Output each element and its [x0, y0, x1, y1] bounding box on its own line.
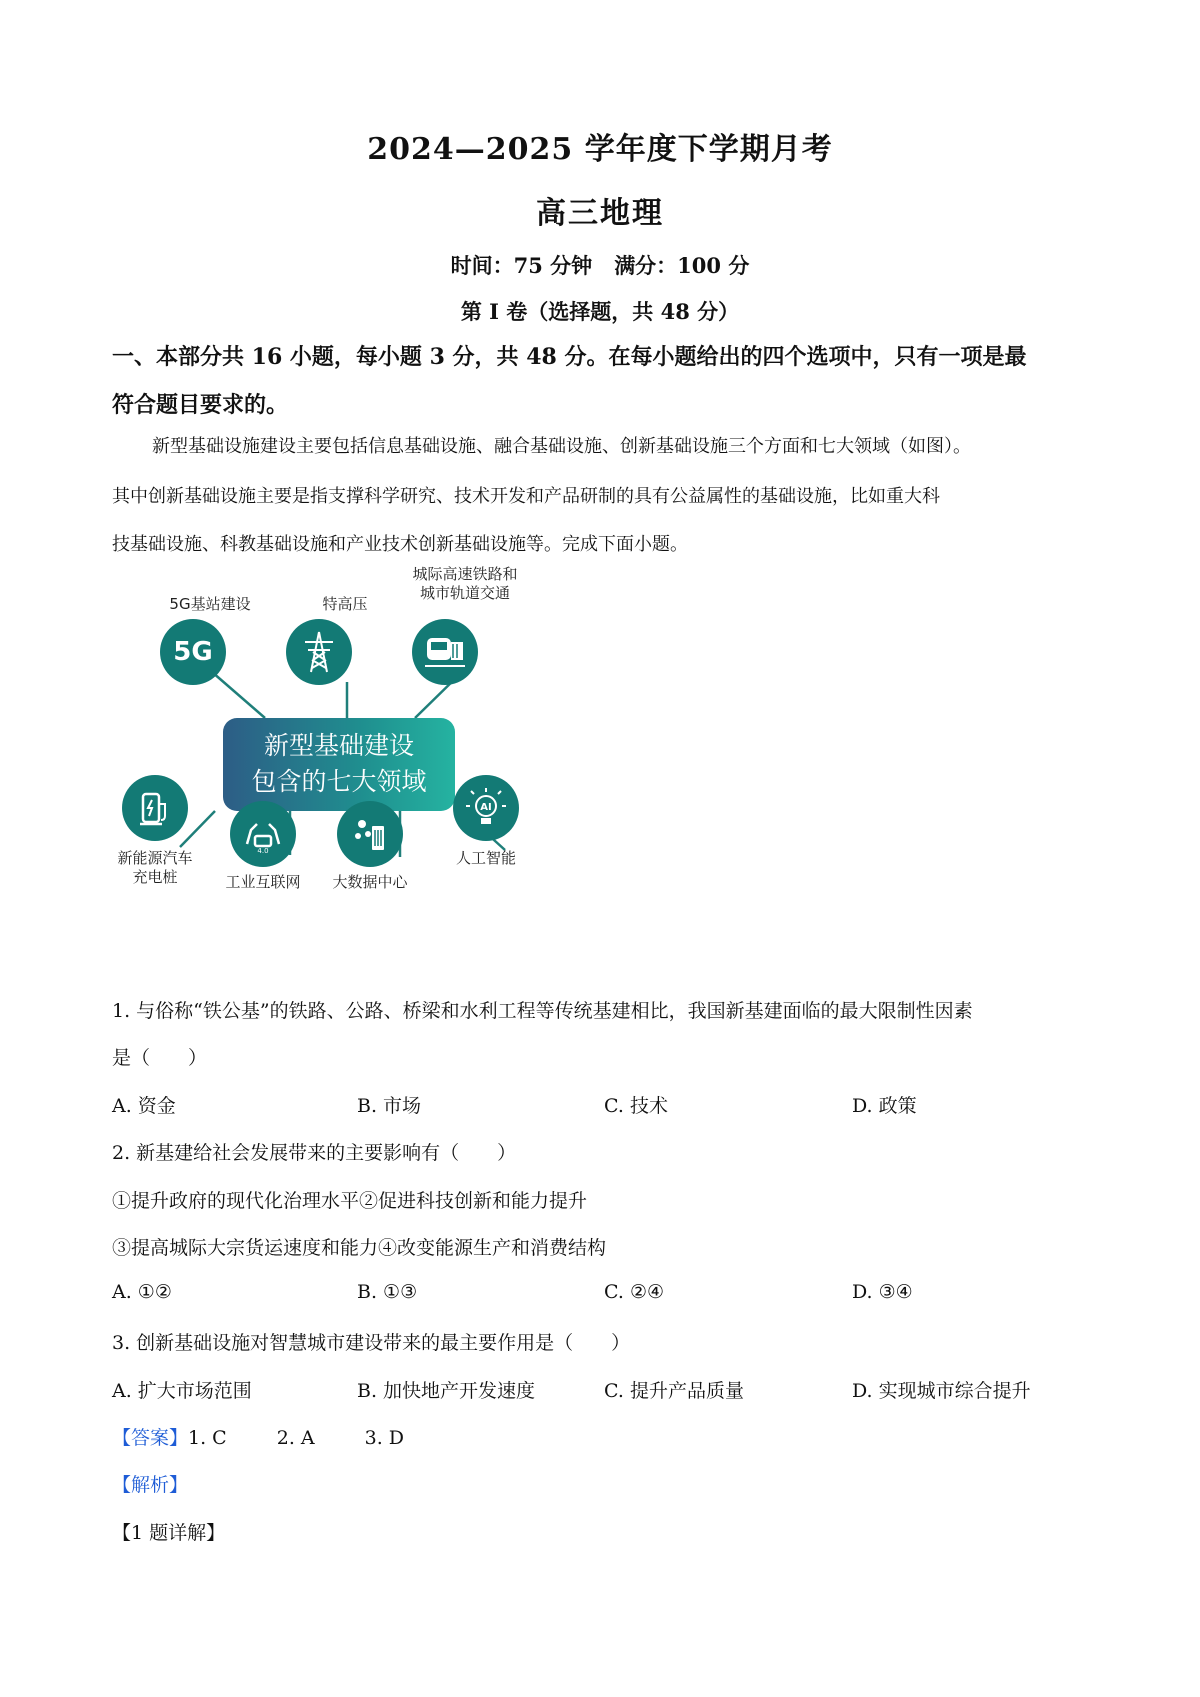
node-rail-label [390, 565, 540, 603]
q2-stem: 2. 新基建给社会发展带来的主要影响有（ ） [112, 1142, 517, 1164]
q2-option-a: A. ①② [112, 1281, 172, 1303]
q2-option-c: C. ②④ [604, 1281, 665, 1303]
answer-2: 2. A [276, 1427, 315, 1449]
node-iiot-label: 工业互联网 [225, 873, 301, 891]
passage-line2: 其中创新基础设施主要是指支撑科学研究、技术开发和产品研制的具有公益属性的基础设施，比如重大科 [112, 486, 940, 507]
q1-option-b: B. 市场 [357, 1095, 422, 1117]
data-center-icon [337, 801, 403, 867]
node-rail-label-line1: 城际高速铁路和 [412, 565, 518, 583]
analysis-label: 【解析】 [112, 1474, 189, 1496]
node-ai-label: 人工智能 [455, 849, 516, 867]
node-bigdata-label: 大数据中心 [332, 873, 408, 891]
infrastructure-diagram [100, 565, 570, 975]
exam-title: 2024—2025 学年度下学期月考 [367, 132, 833, 167]
train-icon [412, 619, 478, 685]
q2-option-b: B. ①③ [357, 1281, 418, 1303]
node-rail-label-line2: 城市轨道交通 [419, 584, 510, 602]
ev-charger-icon [122, 775, 188, 841]
node-uhv-label: 特高压 [322, 595, 368, 613]
q1-option-c: C. 技术 [604, 1095, 668, 1117]
transmission-tower-icon [286, 619, 352, 685]
q1-option-a: A. 资金 [112, 1095, 176, 1117]
center-box-line1: 新型基础建设 [263, 731, 414, 760]
subject-title: 高三地理 [536, 196, 664, 231]
q2-option-d: D. ③④ [852, 1281, 913, 1303]
exam-meta [0, 250, 1200, 280]
answer-line [112, 1423, 404, 1450]
q3-option-d: D. 实现城市综合提升 [852, 1380, 1031, 1402]
answer-1: 1. C [188, 1427, 227, 1449]
answer-label: 【答案】 [112, 1427, 189, 1449]
icon-40-text: 4.0 [257, 847, 269, 854]
q1-stem-line1: 1. 与俗称“铁公基”的铁路、公路、桥梁和水利工程等传统基建相比，我国新基建面临的最大限制性因素 [112, 1000, 973, 1022]
center-box-line2: 包含的七大领域 [251, 767, 427, 796]
detail-1-heading: 【1 题详解】 [112, 1522, 226, 1544]
5g-icon: 5G [160, 619, 226, 685]
q3-option-a: A. 扩大市场范围 [112, 1380, 252, 1402]
section-heading-line2: 符合题目要求的。 [112, 392, 289, 418]
node-5g-label: 5G基站建设 [169, 595, 251, 613]
node-ev-label-line1: 新能源汽车 [117, 849, 193, 867]
answer-3: 3. D [364, 1427, 405, 1449]
volume-heading: 第 I 卷（选择题，共 48 分） [460, 299, 740, 324]
industrial-robot-icon [230, 801, 296, 867]
full-score: 满分：100 分 [614, 253, 750, 278]
node-ev-label [100, 849, 210, 887]
passage-line1: 新型基础设施建设主要包括信息基础设施、融合基础设施、创新基础设施三个方面和七大领域（如图）。 [152, 436, 971, 457]
q2-statement-line2: ③提高城际大宗货运速度和能力④改变能源生产和消费结构 [112, 1237, 607, 1259]
node-ev-label-line2: 充电桩 [132, 868, 178, 886]
q3-option-b: B. 加快地产开发速度 [357, 1380, 536, 1402]
section-heading-line1: 一、本部分共 16 小题，每小题 3 分，共 48 分。在每小题给出的四个选项中，只有一项是最 [112, 344, 1027, 370]
q1-option-d: D. 政策 [852, 1095, 917, 1117]
icon-ai-text: AI [480, 802, 492, 813]
diagram-center-box [223, 718, 455, 811]
passage-line3: 技基础设施、科教基础设施和产业技术创新基础设施等。完成下面小题。 [112, 534, 688, 555]
q1-stem-line2: 是（ ） [112, 1047, 208, 1069]
q3-option-c: C. 提升产品质量 [604, 1380, 744, 1402]
ai-bulb-icon [453, 775, 519, 841]
q2-statement-line1: ①提升政府的现代化治理水平②促进科技创新和能力提升 [112, 1190, 588, 1212]
time-limit: 时间：75 分钟 [450, 253, 593, 278]
q3-stem: 3. 创新基础设施对智慧城市建设带来的最主要作用是（ ） [112, 1332, 631, 1354]
